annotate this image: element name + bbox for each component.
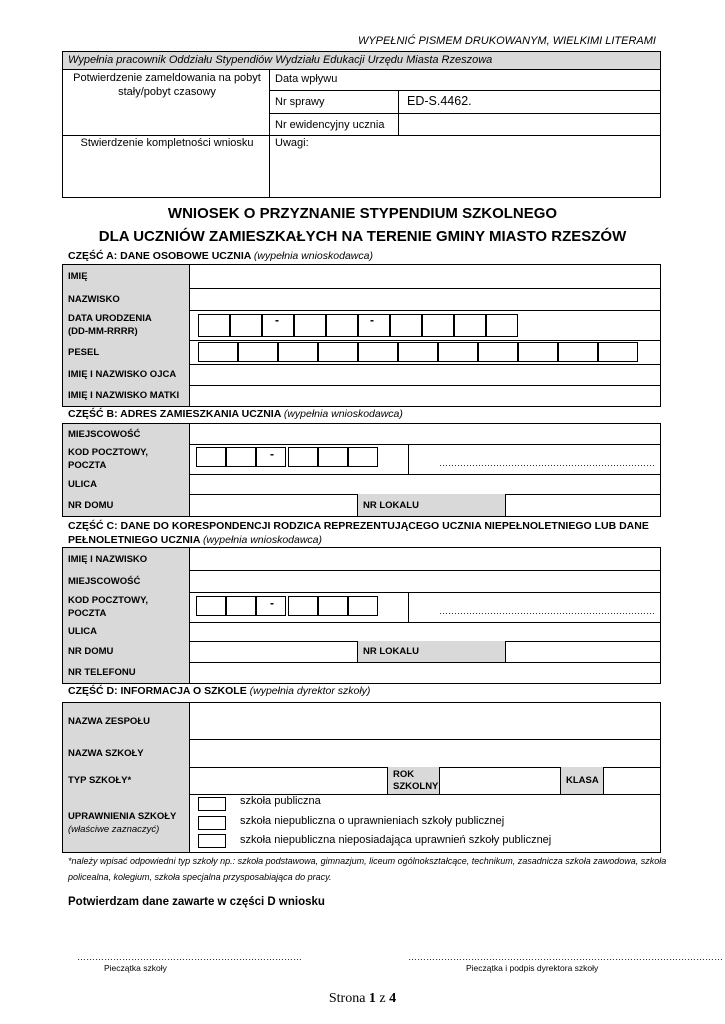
label-miejscowosc: MIEJSCOWOŚĆ — [63, 424, 190, 444]
title-line-1: WNIOSEK O PRZYZNANIE STYPENDIUM SZKOLNEGO — [167, 205, 558, 222]
label-data-urodzenia: DATA URODZENIA (DD-MM-RRRR) — [63, 310, 190, 340]
postal-digit[interactable] — [318, 596, 348, 616]
ojciec-input[interactable] — [191, 364, 660, 385]
pesel-digit[interactable] — [518, 342, 558, 362]
birth-digit[interactable] — [294, 314, 326, 337]
birth-digit[interactable] — [390, 314, 422, 337]
label-kod-poczta: KOD POCZTOWY, POCZTA — [63, 444, 190, 474]
pesel-digit[interactable] — [598, 342, 638, 362]
label-c-kod-poczta: KOD POCZTOWY, POCZTA — [63, 592, 190, 622]
label-uprawnienia: UPRAWNIENIA SZKOŁY (właściwe zaznaczyć) — [63, 794, 190, 852]
postal-digit[interactable] — [318, 447, 348, 467]
part-b-label: CZĘŚĆ B: ADRES ZAMIESZKANIA UCZNIA (wypełnia wnioskodawca) — [68, 408, 403, 420]
c-ulica-input[interactable] — [191, 622, 660, 641]
nr-sprawy-label: Nr sprawy — [275, 96, 325, 108]
szkola-input[interactable] — [191, 739, 660, 767]
label-ojciec: IMIĘ I NAZWISKO OJCA — [63, 364, 190, 385]
postal-digit[interactable] — [226, 447, 256, 467]
birth-digit[interactable] — [358, 314, 390, 337]
postal-digit[interactable] — [348, 447, 378, 467]
label-c-ulica: ULICA — [63, 622, 190, 641]
nr-sprawy-value: ED-S.4462. — [407, 94, 472, 108]
telefon-input[interactable] — [191, 662, 660, 683]
birth-digit[interactable] — [486, 314, 518, 337]
label-klasa: KLASA — [560, 767, 604, 794]
pesel-digit[interactable] — [318, 342, 358, 362]
part-b-table: MIEJSCOWOŚĆ KOD POCZTOWY, POCZTA - ……………………………………………………………… ULICA NR DOMU NR LOKALU — [62, 423, 661, 517]
postal-digit[interactable] — [196, 447, 226, 467]
page-number: Strona 1 z 4 — [328, 991, 397, 1006]
zespol-input[interactable] — [191, 703, 660, 739]
part-d-table — [62, 702, 661, 853]
birth-digit[interactable] — [230, 314, 262, 337]
birth-digit[interactable] — [198, 314, 230, 337]
option-label: szkoła niepubliczna nieposiadająca uprawnień szkoły publicznej — [240, 834, 552, 846]
c-poczta-dots[interactable]: ……………………………………………………………… — [439, 606, 655, 616]
label-typ: TYP SZKOŁY* — [63, 767, 190, 794]
pesel-digit[interactable] — [278, 342, 318, 362]
label-c-nr-lokalu: NR LOKALU — [357, 641, 506, 662]
postal-digit[interactable] — [288, 596, 318, 616]
option-checkbox[interactable] — [198, 834, 226, 848]
label-szkola: NAZWA SZKOŁY — [63, 739, 190, 767]
data-wplywu-label: Data wpływu — [275, 73, 338, 85]
imie-input[interactable] — [191, 265, 660, 288]
pesel-digit[interactable] — [198, 342, 238, 362]
pesel-digit[interactable] — [238, 342, 278, 362]
label-pesel: PESEL — [63, 340, 190, 364]
label-rok-szkolny: ROK SZKOLNY — [387, 767, 440, 794]
postal-digit[interactable] — [348, 596, 378, 616]
nr-ewidencyjny-label: Nr ewidencyjny ucznia — [275, 119, 385, 131]
birth-digit[interactable] — [454, 314, 486, 337]
title-line-2: DLA UCZNIÓW ZAMIESZKAŁYCH NA TERENIE GMINY MIASTO RZESZÓW — [98, 228, 627, 245]
footnote: *należy wpisać odpowiedni typ szkoły np.: szkoła podstawowa, gimnazjum, liceum ogólnokształcące, technikum, zasadnicza szkoła zawodowa, szkoła policealna, kolegium, szkoła specjalna przysposabiająca do pracy. — [68, 856, 667, 882]
confirm-residence: Potwierdzenie zameldowania na pobyt stały/pobyt czasowy — [73, 72, 261, 98]
option-checkbox[interactable] — [198, 797, 226, 811]
office-bar: Wypełnia pracownik Oddziału Stypendiów Wydziału Edukacji Urzędu Miasta Rzeszowa — [63, 52, 660, 70]
label-c-miejscowosc: MIEJSCOWOŚĆ — [63, 570, 190, 592]
option-label: szkoła publiczna — [240, 795, 321, 807]
pesel-digit[interactable] — [558, 342, 598, 362]
c-imie-nazwisko-input[interactable] — [191, 548, 660, 570]
label-imie: IMIĘ — [63, 265, 190, 288]
director-sign-line: …………………………………………………………………………………………… — [408, 952, 723, 962]
stamp-label: Pieczątka szkoły — [104, 963, 167, 973]
completeness-label: Stwierdzenie kompletności wniosku — [80, 137, 254, 149]
postal-digit[interactable] — [196, 596, 226, 616]
postal-digit[interactable] — [288, 447, 318, 467]
option-label: szkoła niepubliczna o uprawnieniach szkoły publicznej — [240, 815, 505, 827]
part-a-label: CZĘŚĆ A: DANE OSOBOWE UCZNIA (wypełnia wnioskodawca) — [68, 250, 373, 262]
option-checkbox[interactable] — [198, 816, 226, 830]
label-matka: IMIĘ I NAZWISKO MATKI — [63, 385, 190, 406]
pesel-digit[interactable] — [358, 342, 398, 362]
birth-digit[interactable] — [422, 314, 454, 337]
postal-digit[interactable] — [226, 596, 256, 616]
pesel-digit[interactable] — [478, 342, 518, 362]
label-nazwisko: NAZWISKO — [63, 288, 190, 310]
pesel-digit[interactable] — [438, 342, 478, 362]
office-use-box — [62, 51, 661, 198]
poczta-dots[interactable]: ……………………………………………………………… — [439, 458, 655, 468]
header-note: WYPEŁNIĆ PISMEM DRUKOWANYM, WIELKIMI LITERAMI — [357, 35, 656, 47]
part-a-table: IMIĘ NAZWISKO DATA URODZENIA (DD-MM-RRRR) - - PESEL IMIĘ I NAZWISKO OJCA IMIĘ I NAZWISKO MATKI — [62, 264, 661, 407]
label-zespol: NAZWA ZESPOŁU — [63, 703, 190, 739]
matka-input[interactable] — [191, 385, 660, 406]
part-c-table: IMIĘ I NAZWISKO MIEJSCOWOŚĆ KOD POCZTOWY, POCZTA - ……………………………………………………………… ULICA NR DOMU NR LOKALU NR TELEFONU — [62, 547, 661, 684]
miejscowosc-input[interactable] — [191, 424, 660, 444]
label-nr-lokalu: NR LOKALU — [357, 494, 506, 516]
director-sign-label: Pieczątka i podpis dyrektora szkoły — [466, 963, 599, 973]
label-c-nr-domu: NR DOMU — [63, 641, 190, 662]
part-c-label: CZĘŚĆ C: DANE DO KORESPONDENCJI RODZICA REPREZENTUJĄCEGO UCZNIA NIEPEŁNOLETNIEGO LUB DANE PEŁNOLETNIEGO UCZNIA (wypełnia wnioskodawca) — [68, 520, 649, 546]
nazwisko-input[interactable] — [191, 288, 660, 310]
label-nr-domu: NR DOMU — [63, 494, 190, 516]
uwagi-label: Uwagi: — [275, 137, 309, 149]
part-d-label: CZĘŚĆ D: INFORMACJA O SZKOLE (wypełnia dyrektor szkoły) — [68, 685, 371, 697]
label-ulica: ULICA — [63, 474, 190, 494]
confirm-text: Potwierdzam dane zawarte w części D wniosku — [68, 896, 325, 908]
label-telefon: NR TELEFONU — [63, 662, 190, 683]
pesel-digit[interactable] — [398, 342, 438, 362]
c-miejscowosc-input[interactable] — [191, 570, 660, 592]
ulica-input[interactable] — [191, 474, 660, 494]
birth-digit[interactable] — [326, 314, 358, 337]
label-imie-nazwisko: IMIĘ I NAZWISKO — [63, 548, 190, 570]
stamp-line: ………………………………………………………………… — [77, 952, 302, 962]
